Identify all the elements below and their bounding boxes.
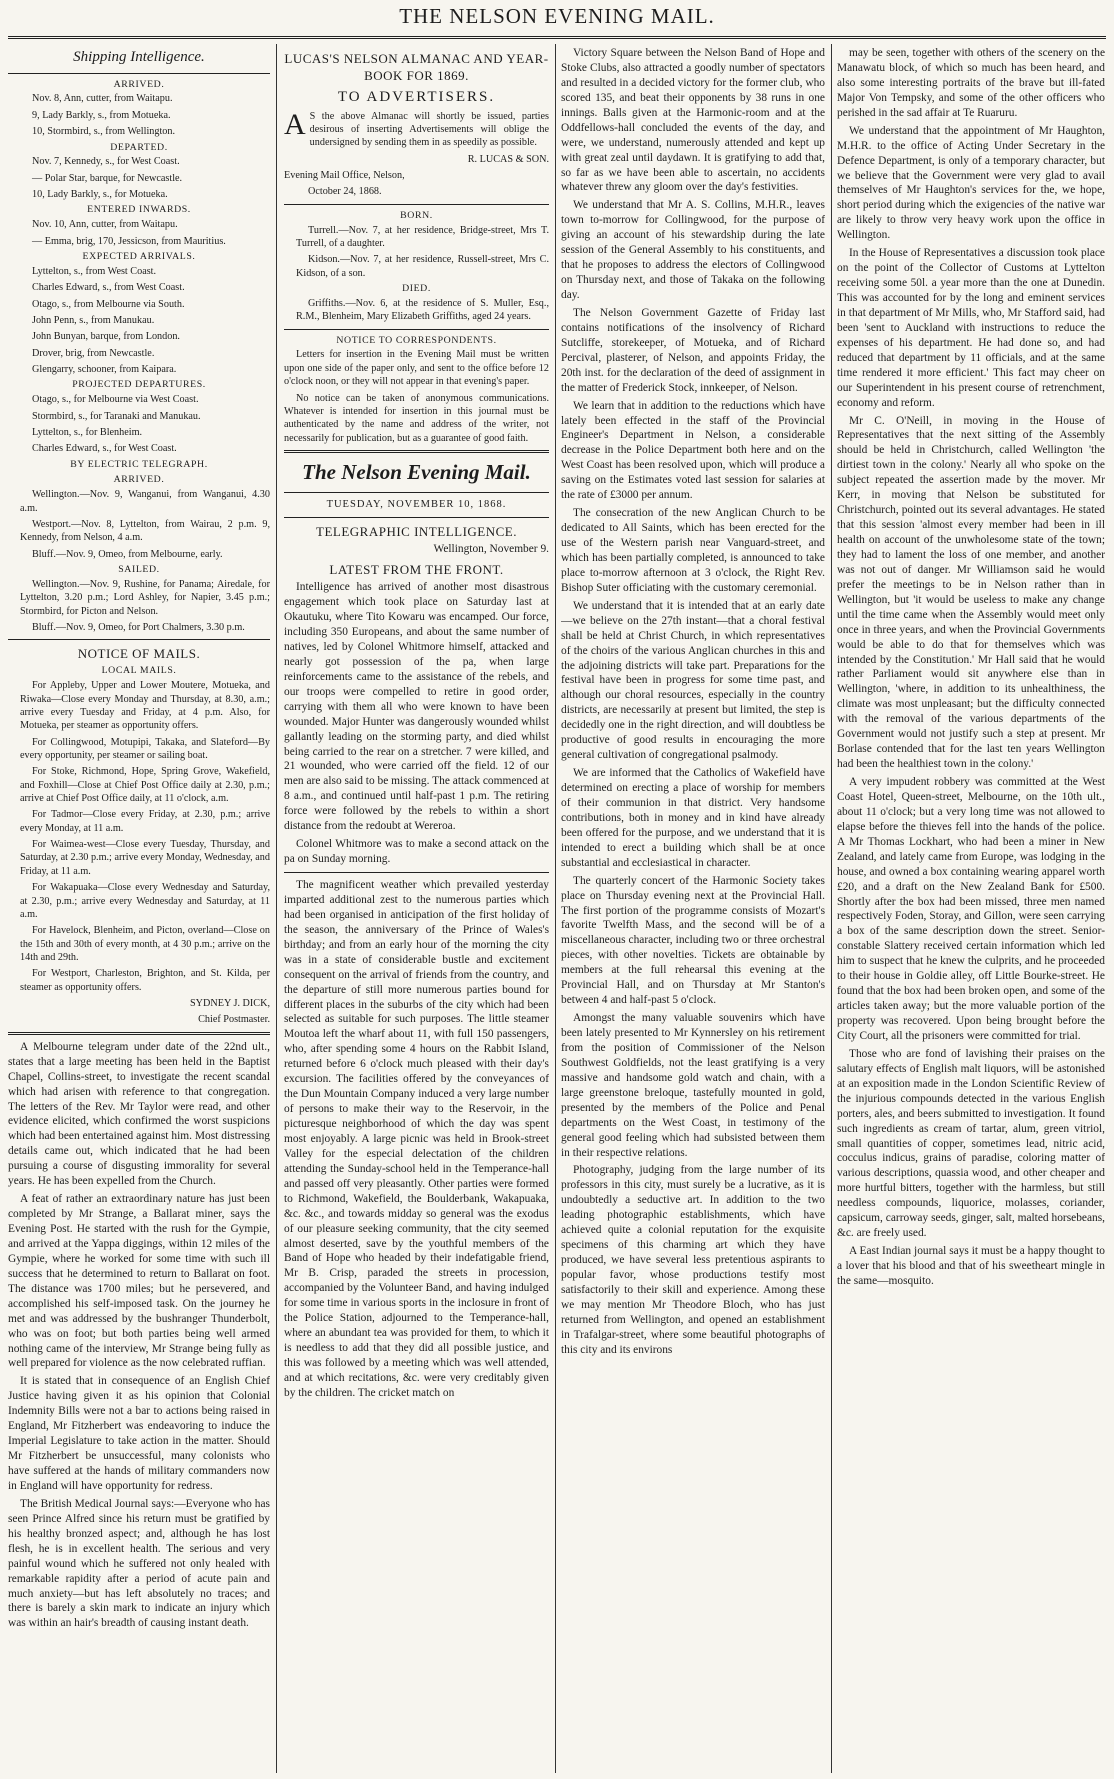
list-item: Otago, s., for Melbourne via West Coast. [32,394,199,406]
list-item: Lyttelton, s., for Blenheim. [32,426,143,438]
list-item: Charles Edward, s., from West Coast. [32,282,185,294]
column-1 [8,46,270,1772]
correspondents-text [284,348,549,445]
mails-subtitle: LOCAL MAILS. [101,665,177,677]
almanac-title: LUCAS'S NELSON ALMANAC AND YEAR-BOOK FOR 1869. [284,51,549,84]
article-paragraph: We understand that Mr A. S. Collins, M.H.R., leaves town to-morrow for Collingwood, for the purpose of giving an account of his stewardship during the late session of the General Assembly to his constituents, and that he proposes to address the electors of Collingwood on Thursday next, and those of Takaka on the following day. [561,199,825,301]
divider [284,329,549,330]
shipping-arrived-list [8,92,270,138]
almanac-office: Evening Mail Office, Nelson, [284,170,405,182]
almanac-date: October 24, 1868. [308,186,382,198]
divider [284,450,549,453]
mails-signer: SYDNEY J. DICK, [190,998,270,1010]
shipping-expected-list [8,265,270,377]
article-paragraph: The quarterly concert of the Harmonic Society takes place on Thursday evening next at the Provincial Hall. The first portion of the programme consists of Mozart's favorite Twelfth Mass, and the second will be of a miscellaneous character, including two or three orchestral pieces, with other novelties. Tickets are obtainable by members at the full rehearsal this evening at the Provincial Hall, and on Thursday at Mr Stanton's between 4 and half-past 5 o'clock. [561,874,825,1007]
column-1-articles [8,1040,270,1632]
divider [8,73,270,74]
article-paragraph: We understand that the appointment of Mr Haughton, M.H.R. to the office of Acting Under Secretary in the Defence Department, is only of a temporary character, but we believe that the Government were very glad to avail themselves of Mr Haughton's services for the, we hope, short period during which the exigencies of the native war are likely to throw very heavy work upon the office in Wellington. [837,124,1105,242]
article-paragraph: In the House of Representatives a discussion took place on the point of the Collector of Customs at Lyttelton receiving some 50l. a year more than the one at Dunedin. This was accounted for by the long and eminent services in that department of Mr Mills, who, Mr Stafford said, had been 'sent to Auckland with instructions to reduce the expenses of his department. He had done so, and had reduced that department by 11 officials, and at the same time rendered it more efficient.' This fact may cheer on our Superintendent in his present course of retrenchment, economy and reform. [837,247,1105,409]
divider [284,204,549,205]
article-paragraph: The Nelson Government Gazette of Friday last contains notifications of the insolvency of Richard Sutcliffe, storekeeper, of Motueka, and of Richard Percival, plasterer, of Nelson, and appoints Friday, the 20th inst. for the declaration of the deed of assignment in the matter of Frederick Stock, innkeeper, of Nelson. [561,306,825,394]
column-rule [555,44,556,1773]
column-rule [276,44,277,1773]
list-item: Glengarry, schooner, from Kaipara. [32,363,177,375]
advertisers-heading: TO ADVERTISERS. [337,89,496,106]
article-paragraph: Victory Square between the Nelson Band of Hope and Stoke Clubs, also attracted a goodly number of spectators and resulted in a decided victory for the former club, who scored 135, and beat their opponents by 38 runs in one innings. Balls given at the Harmonic-room and at the Oddfellows-hall concluded the events of the day, and were, we understand, numerously attended and kept up with great zeal until daydawn. It is gratifying to add that, so far as we have been able to ascertain, no accidents whatever threw any gloom over the day's festivities. [561,47,825,194]
list-item: For Stoke, Richmond, Hope, Spring Grove, Wakefield, and Foxhill—Close at Chief Post Office daily at 2.30, p.m.; arrive at Chief Post Office daily, at 11 o'clock, a.m. [20,766,270,805]
shipping-arrived-heading: ARRIVED. [113,78,165,90]
list-item: — Polar Star, barque, for Newcastle. [32,172,183,184]
mails-list [8,679,270,994]
list-item: 9, Lady Barkly, s., from Motueka. [32,109,171,121]
list-item: Lyttelton, s., from West Coast. [32,265,157,277]
list-item: For Havelock, Blenheim, and Picton, overland—Close on the 15th and 30th of every month, at 4 30 p.m.; arrive on the 14th and 29th. [20,925,270,963]
list-item: Charles Edward, s., for West Coast. [32,443,177,455]
article-paragraph: Amongst the many valuable souvenirs which have been lately presented to Mr Kynnersley on his retirement from the position of Commissioner of the Nelson Southwest Goldfields, not the least gratifying is a very massive and handsome gold watch and chain, with a large greenstone breloque, tastefully mounted in gold, presented by the members of the Police and Penal departments on the West Coast, in testimony of the general good feeling which had subsisted between them in their respective relations. [561,1012,825,1159]
shipping-expected-heading: EXPECTED ARRIVALS. [82,251,196,262]
shipping-projected-heading: PROJECTED DEPARTURES. [72,379,206,391]
column-3 [561,46,825,1772]
list-item: John Penn, s., from Manukau. [32,314,155,326]
telegraph-arrived-heading: ARRIVED. [113,474,165,486]
masthead: THE NELSON EVENING MAIL. [399,4,715,28]
telegraphic-dateline: Wellington, November 9. [433,543,549,556]
telegraph-heading: BY ELECTRIC TELEGRAPH. [70,458,208,470]
article-paragraph: A Melbourne telegram under date of the 22nd ult., states that a large meeting has been held in the Baptist Chapel, Collins-street, to investigate the recent scandal which had arisen with reference to that congregation. The letters of the Rev. Mr Taylor were read, and other evidence elicited, which confirmed the worst suspicions which had been entertained against him. Most distressing details came out, which indicated that he had been pursuing a course of disgusting immorality for several years. He has been expelled from the Church. [8,1040,270,1188]
divider [8,639,270,640]
divider [284,872,549,873]
article-paragraph: A East Indian journal says it must be a happy thought to a lover that his blood and that of his sweetheart mingle in the same—mosquito. [837,1245,1105,1287]
list-item: Wellington.—Nov. 9, Rushine, for Panama; Airedale, for Lyttelton, 3.20 p.m.; Lord Ashley, for Napier, 3.45 p.m.; Stormbird, for Picton and Nelson. [20,578,270,617]
telegraph-sailed-heading: SAILED. [118,564,160,576]
column-2-articles [284,878,549,1401]
list-item: Nov. 7, Kennedy, s., for West Coast. [32,156,180,168]
list-item: For Appleby, Upper and Lower Moutere, Motueka, and Riwaka—Close every Monday and Thursday, at 8.30, a.m.; arrive every Tuesday and Friday, at 4 p.m. Also, for Motueka, per steamer as opportunity offers. [20,680,270,732]
paper-date: TUESDAY, NOVEMBER 10, 1868. [326,499,507,511]
drop-cap: A [284,107,306,141]
list-item: For Westport, Charleston, Brighton, and St. Kilda, per steamer as opportunity offers. [20,968,270,993]
article-paragraph: Mr C. O'Neill, in moving in the House of Representatives that the next sitting of the Assembly should be held in Christchurch, called Wellington 'the dirtiest town in the colony.' Nearly all who spoke on the subject repeated the assertion made by the mover. Mr Kerr, in moving that Nelson be substituted for Christchurch, pointed out its several advantages. He stated that this session 'almost every member had been in ill health on account of the unwholesome state of the town; they had to lament the loss of one member, and another was not out of danger. Mr Williamson said he would prefer the meetings to be in Nelson rather than in Wellington, but 'it would be useless to make any change until the time came when the Assembly would meet only once in three years, and when the Provincial Governments would be able to do that for themselves which was intended by the Constitution.' Mr Hall said that he would rather Parliament would sit anywhere else than in Wellington, 'where, in addition to its unhealthiness, the climate was most unpleasant; but the difficulty connected with the removal of the various departments of the Government would not justify such a step at present. Mr Borlase contended that for the last ten years Wellington had been the healthiest town in the colony.' [837,414,1105,771]
almanac-body: S the above Almanac will shortly be issued, parties desirous of inserting Advertisements will oblige the undersigned by sending them in as speedily as possible. [309,110,549,149]
shipping-inwards-heading: ENTERED INWARDS. [87,204,191,216]
died-list [284,297,549,324]
list-item: Nov. 8, Ann, cutter, from Waitapu. [32,93,173,105]
column-3-articles [561,46,825,1358]
list-item: For Wakapuaka—Close every Wednesday and Saturday, at 2.30, p.m.; arrive every Wednesday and Saturday, at 11 a.m. [20,882,270,920]
list-item: John Bunyan, barque, from London. [32,331,180,343]
mails-title: NOTICE OF MAILS. [77,646,201,662]
list-item: Turrell.—Nov. 7, at her residence, Bridge-street, Mrs T. Turrell, of a daughter. [296,224,549,250]
list-item: Nov. 10, Ann, cutter, from Waitapu. [32,219,178,231]
shipping-title: Shipping Intelligence. [73,49,205,65]
list-item: Drover, brig, from Newcastle. [32,347,155,359]
article-paragraph: Photography, judging from the large number of its professors in this city, must surely be a lucrative, as it is undoubtedly a seductive art. In addition to the two leading photographic establishments, which have achieved quite a colonial reputation for the exquisite specimens of this charming art which they have produced, we have several less pretentious aspirants to popular favor, whose productions testify most satisfactorily to their skill and experience. Among these we may mention Mr Theodore Bloch, who has just returned from Wellington, and opened an establishment in Trafalgar-street, where some beautiful photographs of this city and its environs [561,1164,825,1356]
front-heading: LATEST FROM THE FRONT. [329,562,504,578]
list-item: — Emma, brig, 170, Jessicson, from Mauritius. [32,235,226,247]
list-item: Stormbird, s., for Taranaki and Manukau. [32,410,201,422]
mails-signer-title: Chief Postmaster. [198,1014,270,1026]
article-paragraph: We understand that it is intended that at an early date—we believe on the 27th instant—that a choral festival shall be held at Christ Church, in which representatives of the choirs of the various Anglican churches in this and the adjoining districts will take part. Preparations for the festival have been in progress for some time past, and although our choral resources, especially in the country districts, are necessarily at present but limited, the step is decidedly one in the right direction, and will doubtless be productive of good results in encouraging the more general cultivation of congregational psalmody. [561,599,825,762]
article-paragraph: A feat of rather an extraordinary nature has just been completed by Mr Strange, a Ballarat miner, says the Evening Post. He started with the rush for the Gympie, and arrived at the Yappa diggings, within 12 miles of the Gympie, where he worked for some time with such ill success that he determined to return to Ballarat on foot. The distance was 1700 miles; but he persevered, and accomplished his self-imposed task. On the journey he met and was addressed by the bushranger Thunderbolt, who was on foot; but both parties being well armed nothing came of the interview, Mr Strange being fully as well prepared for violence as the now celebrated ruffian. [8,1193,270,1370]
list-item: 10, Lady Barkly, s., for Motueka. [32,189,168,201]
divider [284,492,549,493]
article-paragraph: We are informed that the Catholics of Wakefield have determined on erecting a place of worship for members of their communion in that district. Very handsome contributions, both in money and in kind have already been offered for the purpose, and we understand that it is intended to erect a building which shall be at once substantial and ecclesiastical in character. [561,767,825,869]
column-2 [284,46,549,1772]
shipping-departed-list [8,155,270,201]
list-item: Kidson.—Nov. 7, at her residence, Russell-street, Mrs C. Kidson, of a son. [296,254,549,279]
column-4-articles [837,46,1105,1289]
article-paragraph: Intelligence has arrived of another most disastrous engagement which took place on Saturday last at Okautuku, where Tito Kowaru was encamped. Our force, including 350 Europeans, and about the same number of natives, led by Colonel Whitmore himself, attacked and nearly got possession of the pa, when large reinforcements came to the assistance of the rebels, and our troops were compelled to retire in good order, carrying with them all who were known to have been wounded. Major Hunter was dangerously wounded whilst gallantly leading on the storming party, and died whilst being carried to the rear on a stretcher. 7 were killed, and 21 wounded, who were carried off the field. 12 of our men are also said to be missing. The attack commenced at 8 a.m., and continued until half-past 1 p.m. The retiring force were followed by the rebels to within a short distance from the redoubt at Wereroa. [284,581,549,833]
article-paragraph: We learn that in addition to the reductions which have lately been effected in the staff of the Provincial Engineer's Department in Nelson, a considerable decrease in the Police Department both here and on the West Coast has been resolved upon, which will produce a saving on the Estimates voted last session for salaries at the rate of £3000 per annum. [561,399,825,502]
article-paragraph: A very impudent robbery was committed at the West Coast Hotel, Queen-street, Melbourne, on the 10th ult., about 11 o'clock; but a very long time was not allowed to elapse before the thieves fell into the hands of the police. A Mr Thomas Lockhart, who had been a miner in New Zealand, and lately came from Europe, was lodging in the house, and owned a box containing wearing apparel worth £20, and a draft on the New Zealand Bank for £500. Shortly after the box had been missed, three men named respectively Foden, Storay, and Gillon, were seen carrying a box of the same description down the street. Senior-constable Slattery received certain information which led him to suspect that he knew the culprits, and he proceeded to their house in Goldie alley, off Little Bourke-street. He found that the box had been broken open, and some of the articles taken away; but the more valuable portion of the property was recovered. Upon being brought before the City Court, all the prisoners were committed for trial. [837,776,1105,1042]
list-item: For Waimea-west—Close every Tuesday, Thursday, and Saturday, at 2.30 p.m.; arrive every Monday, Wednesday, and Friday, at 11 a.m. [20,839,270,877]
article-paragraph: Colonel Whitmore was to make a second attack on the pa on Sunday morning. [284,838,549,866]
list-item: Bluff.—Nov. 9, Omeo, from Melbourne, early. [32,548,223,560]
died-heading: DIED. [402,283,431,295]
list-item: Westport.—Nov. 8, Lyttelton, from Wairau, 2 p.m. 9, Kennedy, from Nelson, 4 a.m. [20,518,270,544]
born-list [284,224,549,280]
column-rule [831,44,832,1773]
shipping-projected-list [8,393,270,455]
list-item: Wellington.—Nov. 9, Wanganui, from Wanganui, 4.30 a.m. [20,489,270,514]
article-paragraph: It is stated that in consequence of an English Chief Justice having given it as his opinion that Colonial Indemnity Bills were not a bar to actions being raised in England, Mr Fitzherbert was endeavoring to induce the Imperial Legislature to take action in the matter. Should Mr Fitzherbert be unsuccessful, many colonists who have suffered at the hands of military commanders now in England will have opportunity for redress. [8,1375,270,1492]
article-paragraph: No notice can be taken of anonymous communications. Whatever is intended for insertion in this journal must be authenticated by the name and address of the writer, not necessarily for publication, but as a guarantee of good faith. [284,392,549,444]
list-item: For Collingwood, Motupipi, Takaka, and Slateford—By every opportunity, per steamer or sailing boat. [20,736,270,761]
born-heading: BORN. [400,209,433,221]
column-4 [837,46,1105,1772]
telegraph-sailed-list [8,578,270,634]
article-paragraph: The British Medical Journal says:—Everyone who has seen Prince Alfred since his return must be gratified by his healthy bronzed aspect; and, although he has lost flesh, he is in excellent health. The serious and very painful wound which he suffered not only healed with remarkable rapidity after a period of acute pain and much anxiety—but has left absolutely no traces; and there is barely a skin mark to indicate an injury which was within an hair's breadth of causing instant death. [8,1497,270,1630]
divider [284,517,549,518]
list-item: For Tadmor—Close every Friday, at 2.30, p.m.; arrive every Monday, at 11 a.m. [20,809,270,834]
article-paragraph: Letters for insertion in the Evening Mail must be written upon one side of the paper only, and sent to the office before 12 o'clock noon, or they will not appear in that evening's paper. [284,349,549,388]
list-item: Otago, s., from Melbourne via South. [32,298,185,310]
article-paragraph: Those who are fond of lavishing their praises on the salutary effects of English malt liquors, will be astonished at an exposition made in the London Scientific Review of the injurious compounds detected in the various English porters, ales, and beers submitted to investigation. It found such ingredients as cream of tartar, alum, green vitriol, small quantities of copper, sometimes lead, nitric acid, cocculus indicus, grains of paradise, coloring matter of various descriptions, quassia wood, and other cheaper and more hurtful bitters, together with the harmless, but still needless compounds, liquorice, molasses, coriander, capsicum, carroway seeds, ginger, salt, malted horsebeans, &c. are freely used. [837,1047,1105,1240]
correspondents-heading: NOTICE TO CORRESPONDENTS. [336,334,497,346]
article-paragraph: may be seen, together with others of the scenery on the Manawatu block, of which so much has been heard, and also some interesting portraits of the brave but ill-fated Major Von Tempsky, and some of the other officers who perished in the sad affair at Te Ruaruru. [837,47,1105,119]
masthead-rule [8,36,1106,39]
article-paragraph: The consecration of the new Anglican Church to be dedicated to All Saints, which has been erected for the use of the Western parish near Vanguard-street, and which has been partially completed, is announced to take place to-morrow afternoon at 3 o'clock, the Right Rev. Bishop Suter officiating with the customary ceremonial. [561,507,825,594]
divider [8,1032,270,1035]
paper-name: The Nelson Evening Mail. [302,459,531,484]
almanac-sign: R. LUCAS & SON. [467,153,549,165]
list-item: Bluff.—Nov. 9, Omeo, for Port Chalmers, 3.30 p.m. [32,621,245,633]
shipping-departed-heading: DEPARTED. [110,141,168,153]
shipping-inwards-list [8,218,270,248]
article-paragraph: The magnificent weather which prevailed yesterday imparted additional zest to the numerous parties which had been organised in anticipation of the first holiday of the season, the anniversary of the Prince of Wales's birthday; and from an early hour of the morning the city was in a state of considerable bustle and excitement consequent on the arrival of friends from the country, and the departure of still more numerous parties bound for different places in the suburbs of the city which had been selected as suitable for such purposes. The little steamer Moutoa left the wharf about 11, with full 150 passengers, who, after spending some 4 hours on the Rabbit Island, returned before 6 o'clock much pleased with their day's excursion. The facilities offered by the conveyances of the Dun Mountain Company induced a very large number of persons to make their way to the Reservoir, in the picturesque neighborhood of which the day was spent most enjoyably. A large picnic was held in Brook-street Valley for the especial delectation of the children attending the Sunday-school held in the Temperance-hall and passed off very pleasantly. Other parties were formed to Richmond, Wakefield, the Boulderbank, Wakapuaka, &c. &c., and towards midday so general was the exodus of our pleasure seeking community, that the city seemed almost deserted, save by the youthful members of the Band of Hope who headed by their indefatigable friend, Mr B. Crisp, paraded the streets in procession, accompanied by the Volunteer Band, and having indulged for some time in various sports in the inclosure in front of the Police Station, adjourned to the Temperance-hall, where an abundant tea was provided for them, to which it is needless to add that they did all possible justice, and this was followed by a meeting which was well attended, and at which recitations, &c. were very creditably given by the children. The cricket match on [284,879,549,1399]
telegraphic-text [284,580,549,867]
list-item: 10, Stormbird, s., from Wellington. [32,126,176,138]
list-item: Griffiths.—Nov. 6, at the residence of S. Muller, Esq., R.M., Blenheim, Mary Elizabeth Griffiths, aged 24 years. [296,297,549,323]
almanac-notice [284,107,549,150]
telegraphic-title: TELEGRAPHIC INTELLIGENCE. [316,524,517,540]
telegraph-arrived-list [8,488,270,561]
